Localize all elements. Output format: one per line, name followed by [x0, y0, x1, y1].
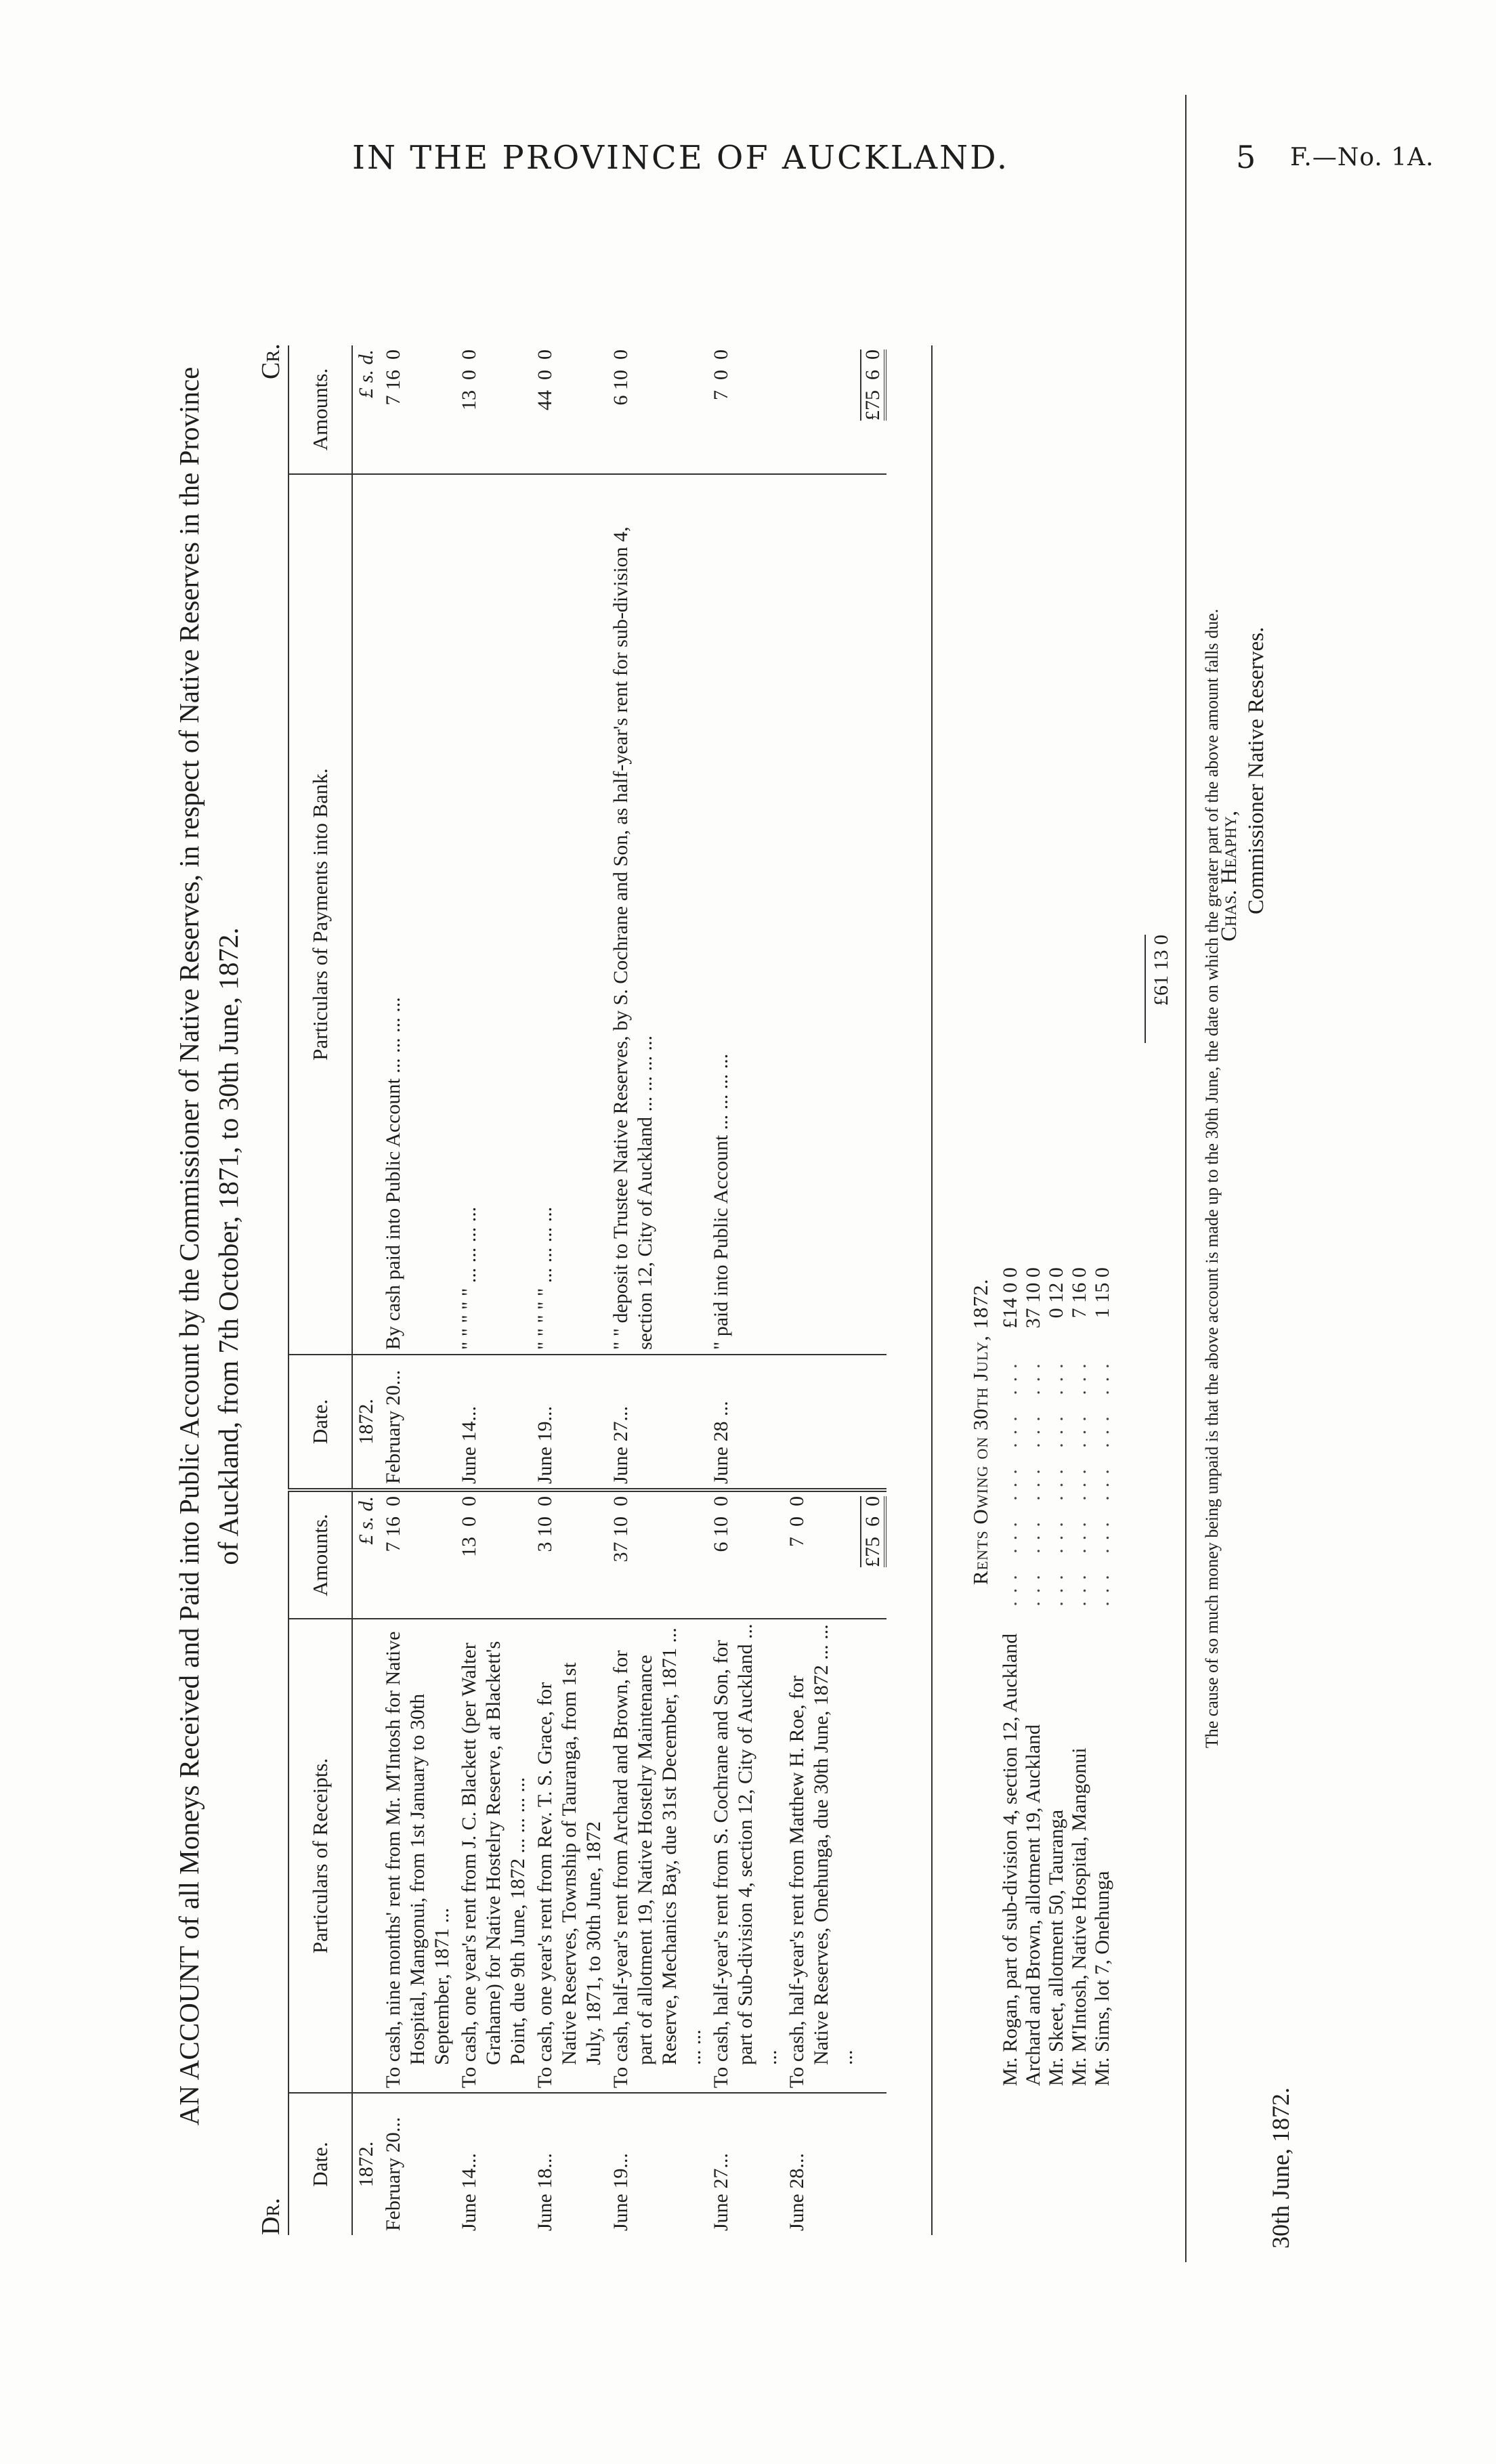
- rents-owing-heading: Rents Owing on 30th July, 1872.: [968, 1278, 992, 1585]
- payment-date: June 28 ...: [708, 1355, 784, 1490]
- rent-amount: £14 0 0: [999, 1267, 1021, 1329]
- receipt-particulars: To cash, nine months' rent from Mr. M'Intosh for Native Hospital, Mangonui, from 1st January to 30th September, 1871 ...: [380, 1619, 456, 2093]
- receipt-particulars: To cash, one year's rent from J. C. Blackett (per Walter Grahame) for Native Hostelry Reserve, at Blackett's Point, due 9th June, 1872 ... ... ... ...: [456, 1619, 532, 2093]
- receipt-date: June 18...: [534, 2153, 556, 2231]
- year-label: 1872.: [352, 1355, 380, 1490]
- signature-block: [1216, 627, 1270, 941]
- col-header-date: Date.: [288, 1355, 352, 1490]
- receipt-date: June 28...: [786, 2153, 808, 2231]
- payment-particulars: " " " " " ... ... ... ...: [532, 474, 607, 1355]
- table-bottom-rule: [931, 345, 933, 2235]
- receipt-amount: 7 16 0: [380, 1490, 456, 1619]
- col-header-payments: Particulars of Payments into Bank.: [288, 474, 352, 1355]
- list-item: Mr. Sims, lot 7, Onehunga ... ... ... ... ... 1 15 0: [1091, 1260, 1114, 2093]
- table-row: [784, 345, 859, 2235]
- debit-label: Dr.: [257, 2198, 285, 2235]
- account-title: [169, 230, 248, 2262]
- signatory-title: Commissioner Native Reserves.: [1244, 626, 1268, 914]
- payment-particulars: By cash paid into Public Account ... ... ... ...: [380, 474, 456, 1355]
- rents-owing-list: [999, 1260, 1114, 2093]
- rent-amount: 7 16 0: [1068, 1267, 1090, 1319]
- rent-debtor: Mr. M'Intosh, Native Hospital, Mangonui: [1068, 1747, 1090, 2086]
- receipt-amount: 6 10 0: [708, 1490, 784, 1619]
- table-header-row: [288, 345, 352, 2235]
- receipt-amount: 37 10 0: [607, 1490, 708, 1619]
- rent-debtor: Archard and Brown, allotment 19, Auckland: [1022, 1724, 1044, 2086]
- payment-particulars: " " " " " ... ... ... ...: [456, 474, 532, 1355]
- col-header-amounts: Amounts.: [288, 345, 352, 474]
- rent-debtor: Mr. Skeet, allotment 50, Tauranga: [1045, 1809, 1067, 2086]
- date-line: 30th June, 1872.: [1267, 2087, 1294, 2249]
- receipt-particulars: To cash, half-year's rent from S. Cochrane and Son, for part of Sub-division 4, section 12, City of Auckland ... ...: [708, 1619, 784, 2093]
- list-item: Mr. Skeet, allotment 50, Tauranga ... ... ... ... ... 0 12 0: [1045, 1260, 1068, 2093]
- payment-amount: 6 10 0: [607, 345, 708, 474]
- table-row: [456, 345, 532, 2235]
- receipt-particulars: To cash, one year's rent from Rev. T. S. Grace, for Native Reserves, Township of Tauranga, from 1st July, 1871, to 30th June, 1872: [532, 1619, 607, 2093]
- payment-amount: 44 0 0: [532, 345, 607, 474]
- table-row: [532, 345, 607, 2235]
- payment-date: February 20...: [380, 1355, 456, 1490]
- payments-total: £75 6 0: [860, 349, 886, 421]
- explanatory-note: The cause of so much money being unpaid is that the above account is made up to the 30th June, the date on which the greater part of the above amount falls due.: [1202, 608, 1222, 1749]
- receipt-date: June 27...: [710, 2153, 732, 2231]
- credit-label: Cr.: [257, 343, 285, 379]
- footer-rule: [1185, 95, 1187, 2262]
- col-header-receipts: Particulars of Receipts.: [288, 1619, 352, 2093]
- lsd-label: £ s. d.: [352, 345, 380, 474]
- lsd-label: £ s. d.: [352, 1490, 380, 1619]
- page-header-title: IN THE PROVINCE OF AUCKLAND.: [352, 139, 1010, 177]
- receipt-amount: 3 10 0: [532, 1490, 607, 1619]
- receipt-particulars: To cash, half-year's rent from Matthew H. Roe, for Native Reserves, Onehunga, due 30th June, 1872 ... ... ...: [784, 1619, 859, 2093]
- year-label: 1872.: [355, 2141, 377, 2188]
- account-title-line-1: AN ACCOUNT of all Moneys Received and Paid into Public Account by the Commissioner of Native Reserves, in respect of Native Reserves in the Province: [173, 366, 205, 2126]
- receipt-date: June 19...: [610, 2153, 632, 2231]
- table-row: [352, 345, 380, 2235]
- rent-debtor: Mr. Rogan, part of sub-division 4, section 12, Auckland: [999, 1633, 1021, 2086]
- list-item: Mr. M'Intosh, Native Hospital, Mangonui ... ... ... ... ... 7 16 0: [1068, 1260, 1091, 2093]
- receipt-amount: 13 0 0: [456, 1490, 532, 1619]
- col-header-date: Date.: [288, 2093, 352, 2235]
- payment-date: June 14...: [456, 1355, 532, 1490]
- rent-amount: 0 12 0: [1045, 1267, 1067, 1319]
- payment-particulars: " paid into Public Account ... ... ... ...: [708, 474, 784, 1355]
- payment-particulars: " " deposit to Trustee Native Reserves, by S. Cochrane and Son, as half-year's rent for sub-division 4, section 12, City of Auckland ... ... ... ...: [607, 474, 708, 1355]
- table-row: [708, 345, 784, 2235]
- payment-amount: 7 0 0: [708, 345, 784, 474]
- table-row: [607, 345, 708, 2235]
- list-item: Mr. Rogan, part of sub-division 4, section 12, Auckland ... ... ... ... ... £14 0 0: [999, 1260, 1022, 2093]
- rent-amount: 1 15 0: [1091, 1267, 1113, 1319]
- list-item: Archard and Brown, allotment 19, Auckland ... ... ... ... ... 37 10 0: [1022, 1260, 1045, 2093]
- receipt-particulars: To cash, half-year's rent from Archard and Brown, for part of allotment 19, Native Hostelry Maintenance Reserve, Mechanics Bay, due 31st December, 1871 ... ... ...: [607, 1619, 708, 2093]
- rents-total: £61 13 0: [1145, 935, 1173, 1043]
- receipt-amount: 7 0 0: [784, 1490, 859, 1619]
- table-row: [380, 345, 456, 2235]
- payment-amount: 13 0 0: [456, 345, 532, 474]
- receipt-date: February 20...: [382, 2117, 404, 2231]
- signatory-name: Chas. Heaphy,: [1217, 810, 1241, 941]
- rotated-account-sheet: [169, 95, 1294, 2262]
- account-title-line-2: of Auckland, from 7th October, 1871, to 30th June, 1872.: [213, 927, 244, 1565]
- rent-amount: 37 10 0: [1022, 1267, 1044, 1329]
- payment-date: June 19...: [532, 1355, 607, 1490]
- payment-amount: 7 16 0: [380, 345, 456, 474]
- rent-debtor: Mr. Sims, lot 7, Onehunga: [1091, 1871, 1113, 2086]
- page-number: 5: [1236, 139, 1258, 175]
- receipt-date: June 14...: [458, 2153, 480, 2231]
- payment-date: June 27...: [607, 1355, 708, 1490]
- totals-row: [859, 345, 886, 2235]
- col-header-amounts: Amounts.: [288, 1490, 352, 1619]
- receipts-total: £75 6 0: [860, 1496, 886, 1567]
- document-reference: F.—No. 1A.: [1290, 144, 1434, 171]
- account-table: [288, 345, 886, 2235]
